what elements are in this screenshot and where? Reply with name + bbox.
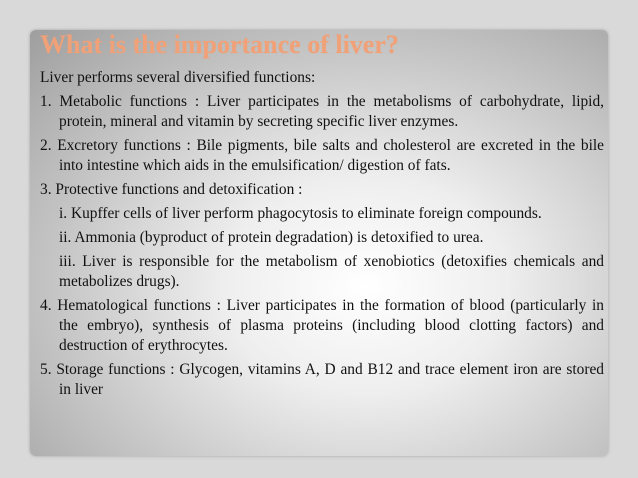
slide-title: What is the importance of liver? xyxy=(40,30,399,59)
list-item: 4. Hematological functions : Liver participates in the formation of blood (particularly in the embryo), synthesis of plasma proteins (including blood clotting factors) and destruction of erythrocytes. xyxy=(40,297,604,354)
slide-body xyxy=(40,68,604,404)
sub-list-item: ii. Ammonia (byproduct of protein degradation) is detoxified to urea. xyxy=(59,229,484,246)
sub-list-item: i. Kupffer cells of liver perform phagocytosis to eliminate foreign compounds. xyxy=(59,205,542,222)
list-item: 3. Protective functions and detoxification : xyxy=(40,181,303,198)
list-item: 5. Storage functions : Glycogen, vitamins A, D and B12 and trace element iron are stored in liver xyxy=(40,361,604,398)
list-item: 1. Metabolic functions : Liver participates in the metabolisms of carbohydrate, lipid, protein, mineral and vitamin by secreting specific liver enzymes. xyxy=(40,93,604,130)
list-item: 2. Excretory functions : Bile pigments, bile salts and cholesterol are excreted in the bile into intestine which aids in the emulsification/ digestion of fats. xyxy=(40,137,604,174)
intro-text: Liver performs several diversified functions: xyxy=(40,69,316,86)
sub-list-item: iii. Liver is responsible for the metabolism of xenobiotics (detoxifies chemicals and metabolizes drugs). xyxy=(59,253,604,290)
